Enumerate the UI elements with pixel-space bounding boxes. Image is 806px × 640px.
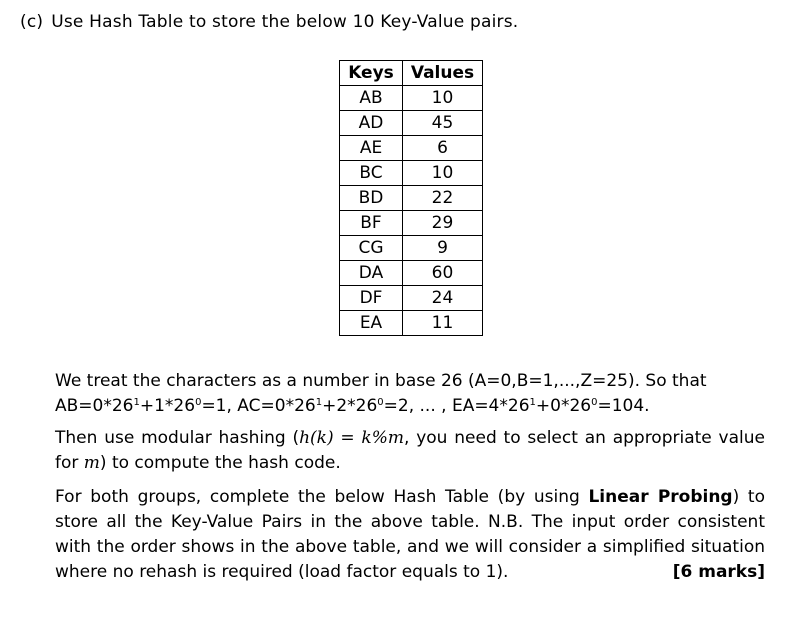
values-column-header: Values (403, 61, 483, 86)
value-cell: 60 (403, 261, 483, 286)
question-heading (20, 12, 518, 32)
modular-hashing-paragraph: Then use modular hashing (h(k) = k%m, you need to select an appropriate value for m) to compute the hash code. (55, 428, 765, 473)
modulus-variable: m (83, 453, 100, 473)
base26-paragraph (55, 369, 765, 419)
key-cell: AB (340, 86, 403, 111)
table-row (340, 136, 483, 161)
key-cell: BC (340, 161, 403, 186)
value-cell: 22 (403, 186, 483, 211)
key-cell: CG (340, 236, 403, 261)
table-row (340, 211, 483, 236)
linear-probing-term: Linear Probing (588, 487, 733, 507)
question-text: Use Hash Table to store the below 10 Key-Value pairs. (51, 12, 519, 32)
table-row (340, 261, 483, 286)
table-row (340, 311, 483, 336)
value-cell: 6 (403, 136, 483, 161)
key-cell: BF (340, 211, 403, 236)
value-cell: 24 (403, 286, 483, 311)
table-row (340, 161, 483, 186)
marks-badge: [6 marks] (672, 562, 765, 582)
table-row (340, 286, 483, 311)
table-row (340, 236, 483, 261)
key-cell: DF (340, 286, 403, 311)
key-cell: AD (340, 111, 403, 136)
value-cell: 10 (403, 86, 483, 111)
value-cell: 29 (403, 211, 483, 236)
value-cell: 11 (403, 311, 483, 336)
value-cell: 45 (403, 111, 483, 136)
key-cell: AE (340, 136, 403, 161)
key-cell: EA (340, 311, 403, 336)
key-cell: BD (340, 186, 403, 211)
table-header-row (340, 61, 483, 86)
table-row (340, 86, 483, 111)
table-row (340, 111, 483, 136)
value-cell: 10 (403, 161, 483, 186)
key-value-table (339, 60, 483, 336)
question-label: (c) (20, 12, 44, 32)
instructions-paragraph: For both groups, complete the below Hash Table (by using Linear Probing) to store all the Key-Value Pairs in the above table. N.B. The input order consistent with the order shows in the above table, and we will consider a simplified situation where no rehash is required (load factor equals to 1). [6 marks] (55, 485, 765, 585)
base26-examples: $AB=0*26^1+1*26^0=1$, $AC=0*26^1+2*26^0=2$, ... , $EA=4*26^1+0*26^0=104$. (55, 396, 650, 416)
keys-column-header: Keys (340, 61, 403, 86)
key-cell: DA (340, 261, 403, 286)
table-row (340, 186, 483, 211)
base26-explanation: We treat the characters as a number in base 26 (A=0,B=1,...,Z=25). So that (55, 371, 707, 391)
hash-formula: h(k) = k%m (299, 428, 405, 448)
value-cell: 9 (403, 236, 483, 261)
